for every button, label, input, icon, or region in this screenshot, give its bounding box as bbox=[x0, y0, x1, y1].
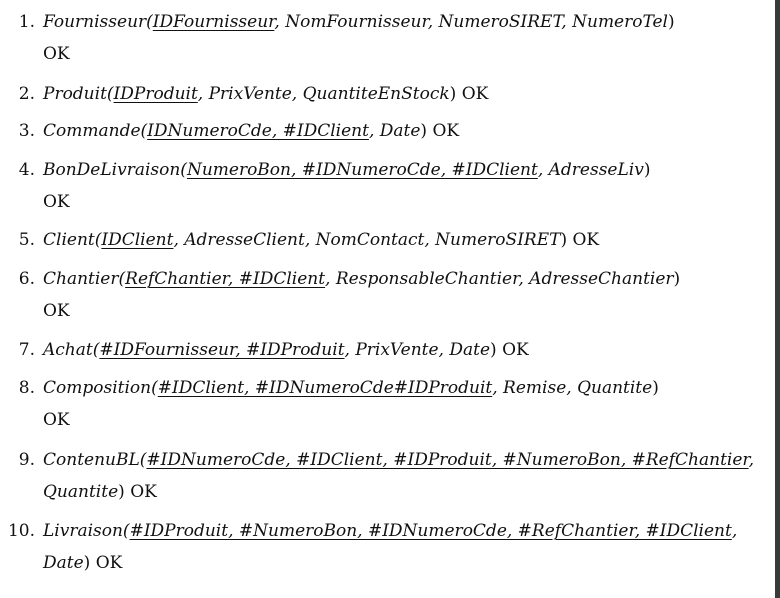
relation-text: ) bbox=[420, 121, 433, 141]
relation-text: ) bbox=[668, 12, 675, 32]
relation-text: ) bbox=[118, 482, 131, 502]
relation-continuation bbox=[43, 301, 70, 321]
relation-text: , PrixVente, Date bbox=[344, 340, 491, 360]
relation-line bbox=[43, 121, 459, 141]
relation-text: Composition( bbox=[43, 378, 158, 398]
relation-text: Client( bbox=[43, 230, 102, 250]
relation-line bbox=[43, 378, 659, 398]
relation-line bbox=[43, 230, 599, 250]
status-ok: OK bbox=[130, 482, 157, 502]
relation-text: , bbox=[748, 450, 755, 470]
status-ok: OK bbox=[43, 192, 70, 212]
item-number: 10. bbox=[7, 521, 35, 541]
item-number: 7. bbox=[18, 340, 35, 360]
relation-text: Commande( bbox=[43, 121, 148, 141]
relation-text: ) bbox=[643, 160, 651, 180]
relation-text: Livraison( bbox=[43, 521, 130, 541]
right-border bbox=[775, 0, 780, 598]
primary-key: RefChantier, #IDClient bbox=[125, 269, 326, 289]
relation-text: ) bbox=[83, 553, 96, 573]
relation-continuation bbox=[43, 410, 70, 430]
item-number: 4. bbox=[18, 160, 35, 180]
relation-text: ) bbox=[560, 230, 573, 250]
relation-text: ) bbox=[673, 269, 681, 289]
primary-key: IDClient bbox=[101, 230, 174, 250]
relation-line bbox=[43, 450, 754, 470]
status-ok: OK bbox=[43, 44, 70, 64]
item-number: 9. bbox=[18, 450, 35, 470]
relation-text: Date bbox=[43, 553, 84, 573]
status-ok: OK bbox=[461, 84, 489, 104]
relation-text: Achat( bbox=[43, 340, 100, 360]
relation-text: , Remise, Quantite bbox=[492, 378, 653, 398]
relation-text: ) bbox=[652, 378, 659, 398]
relation-text: ) bbox=[490, 340, 503, 360]
item-number: 3. bbox=[18, 121, 35, 141]
relation-text: , bbox=[731, 521, 738, 541]
relation-text: , NomFournisseur, NumeroSIRET, NumeroTel bbox=[274, 12, 668, 32]
primary-key: #IDNumeroCde, #IDClient, #IDProduit, #NumeroBon, #RefChantier bbox=[146, 450, 749, 470]
item-number: 1. bbox=[18, 12, 35, 32]
relation-line bbox=[43, 160, 650, 180]
relation-text: Produit( bbox=[43, 84, 114, 104]
relation-text: Quantite bbox=[43, 482, 119, 502]
relation-text: , AdresseLiv bbox=[537, 160, 644, 180]
relation-continuation bbox=[43, 44, 70, 64]
relation-continuation bbox=[43, 192, 70, 212]
primary-key: NumeroBon, #IDNumeroCde, #IDClient bbox=[186, 160, 538, 180]
status-ok: OK bbox=[43, 301, 70, 321]
status-ok: OK bbox=[43, 410, 70, 430]
relation-text: , ResponsableChantier, AdresseChantier bbox=[325, 269, 674, 289]
relation-line bbox=[43, 84, 488, 104]
primary-key: IDNumeroCde, #IDClient bbox=[147, 121, 369, 141]
status-ok: OK bbox=[572, 230, 600, 250]
relation-text: Fournisseur( bbox=[43, 12, 153, 32]
relation-text: ) bbox=[449, 84, 462, 104]
primary-key: IDFournisseur bbox=[152, 12, 275, 32]
relation-line bbox=[43, 12, 675, 32]
relation-line bbox=[43, 269, 680, 289]
relation-line bbox=[43, 340, 529, 360]
relation-text: ContenuBL( bbox=[43, 450, 147, 470]
status-ok: OK bbox=[95, 553, 123, 573]
status-ok: OK bbox=[502, 340, 529, 360]
relation-text: Chantier( bbox=[43, 269, 126, 289]
item-number: 5. bbox=[18, 230, 35, 250]
item-number: 8. bbox=[18, 378, 35, 398]
primary-key: #IDFournisseur, #IDProduit bbox=[99, 340, 345, 360]
relation-text: , Date bbox=[368, 121, 421, 141]
primary-key: #IDProduit, #NumeroBon, #IDNumeroCde, #RefChantier, #IDClient bbox=[129, 521, 732, 541]
relation-continuation bbox=[43, 482, 157, 502]
relation-continuation bbox=[43, 553, 122, 573]
primary-key: #IDClient, #IDNumeroCde#IDProduit bbox=[157, 378, 493, 398]
relation-line bbox=[43, 521, 737, 541]
primary-key: IDProduit bbox=[113, 84, 198, 104]
item-number: 6. bbox=[18, 269, 35, 289]
relation-text: , PrixVente, QuantiteEnStock bbox=[197, 84, 450, 104]
relation-text: BonDeLivraison( bbox=[43, 160, 187, 180]
status-ok: OK bbox=[432, 121, 460, 141]
item-number: 2. bbox=[18, 84, 35, 104]
relation-text: , AdresseClient, NomContact, NumeroSIRET bbox=[173, 230, 561, 250]
